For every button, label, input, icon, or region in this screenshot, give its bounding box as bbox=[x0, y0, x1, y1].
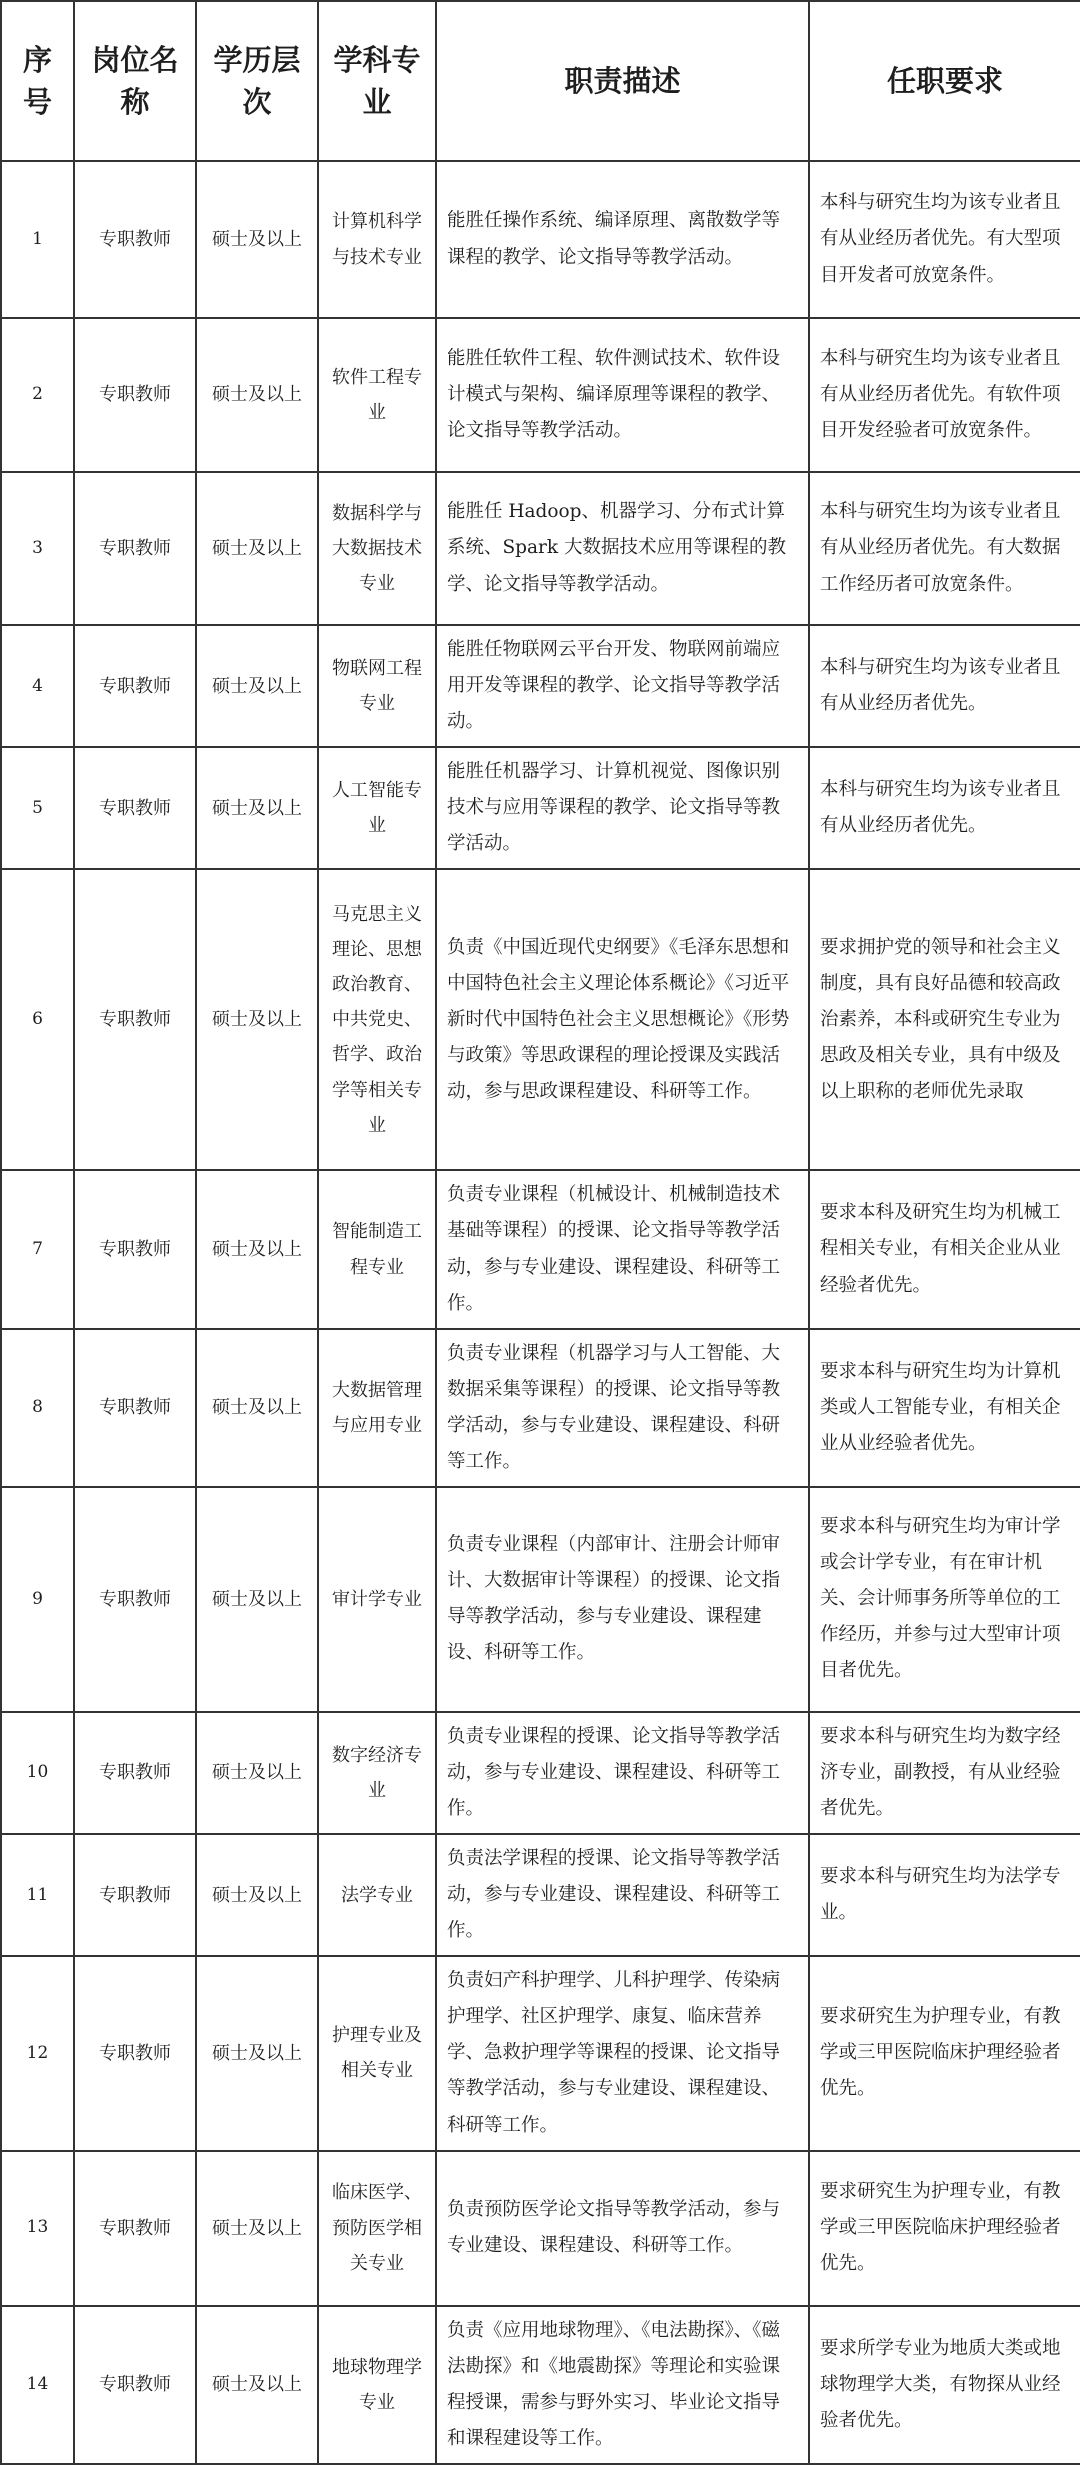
row-requirement: 要求拥护党的领导和社会主义制度，具有良好品德和较高政治素养，本科或研究生专业为思政及相关专业，具有中级及以上职称的老师优先录取 bbox=[809, 869, 1080, 1170]
row-degree: 硕士及以上 bbox=[196, 1329, 318, 1487]
row-major: 计算机科学与技术专业 bbox=[318, 161, 436, 318]
table-row bbox=[1, 1956, 1080, 2150]
row-degree: 硕士及以上 bbox=[196, 2151, 318, 2306]
row-position: 专职教师 bbox=[74, 1329, 196, 1487]
row-duty: 负责《应用地球物理》、《电法勘探》、《磁法勘探》和《地震勘探》等理论和实验课程授课，需参与野外实习、毕业论文指导和课程建设等工作。 bbox=[436, 2306, 809, 2464]
row-major: 护理专业及相关专业 bbox=[318, 1956, 436, 2150]
table-row bbox=[1, 1487, 1080, 1712]
row-position: 专职教师 bbox=[74, 1956, 196, 2150]
header-degree: 学历层次 bbox=[196, 1, 318, 161]
row-duty: 负责专业课程（内部审计、注册会计师审计、大数据审计等课程）的授课、论文指导等教学活动，参与专业建设、课程建设、科研等工作。 bbox=[436, 1487, 809, 1712]
row-major: 地球物理学专业 bbox=[318, 2306, 436, 2464]
row-major: 人工智能专业 bbox=[318, 747, 436, 869]
row-major: 马克思主义理论、思想政治教育、中共党史、哲学、政治学等相关专业 bbox=[318, 869, 436, 1170]
row-position: 专职教师 bbox=[74, 1834, 196, 1956]
row-no: 9 bbox=[1, 1487, 74, 1712]
row-position: 专职教师 bbox=[74, 1487, 196, 1712]
row-major: 临床医学、预防医学相关专业 bbox=[318, 2151, 436, 2306]
row-duty: 负责预防医学论文指导等教学活动，参与专业建设、课程建设、科研等工作。 bbox=[436, 2151, 809, 2306]
row-no: 8 bbox=[1, 1329, 74, 1487]
row-duty: 负责《中国近现代史纲要》《毛泽东思想和中国特色社会主义理论体系概论》《习近平新时代中国特色社会主义思想概论》《形势与政策》等思政课程的理论授课及实践活动，参与思政课程建设、科研等工作。 bbox=[436, 869, 809, 1170]
table-row bbox=[1, 2306, 1080, 2464]
row-degree: 硕士及以上 bbox=[196, 747, 318, 869]
row-major: 审计学专业 bbox=[318, 1487, 436, 1712]
row-requirement: 要求本科与研究生均为审计学或会计学专业，有在审计机关、会计师事务所等单位的工作经历，并参与过大型审计项目者优先。 bbox=[809, 1487, 1080, 1712]
table-row bbox=[1, 869, 1080, 1170]
row-no: 7 bbox=[1, 1170, 74, 1328]
table-row bbox=[1, 625, 1080, 747]
row-no: 5 bbox=[1, 747, 74, 869]
row-no: 3 bbox=[1, 472, 74, 625]
row-degree: 硕士及以上 bbox=[196, 1956, 318, 2150]
row-degree: 硕士及以上 bbox=[196, 318, 318, 472]
row-position: 专职教师 bbox=[74, 625, 196, 747]
row-position: 专职教师 bbox=[74, 869, 196, 1170]
row-no: 11 bbox=[1, 1834, 74, 1956]
row-duty: 能胜任操作系统、编译原理、离散数学等课程的教学、论文指导等教学活动。 bbox=[436, 161, 809, 318]
row-requirement: 本科与研究生均为该专业者且有从业经历者优先。 bbox=[809, 625, 1080, 747]
table-row bbox=[1, 1834, 1080, 1956]
row-no: 4 bbox=[1, 625, 74, 747]
row-major: 软件工程专业 bbox=[318, 318, 436, 472]
row-position: 专职教师 bbox=[74, 472, 196, 625]
table-row bbox=[1, 2151, 1080, 2306]
row-no: 2 bbox=[1, 318, 74, 472]
row-duty: 负责妇产科护理学、儿科护理学、传染病护理学、社区护理学、康复、临床营养学、急救护理学等课程的授课、论文指导等教学活动，参与专业建设、课程建设、科研等工作。 bbox=[436, 1956, 809, 2150]
row-degree: 硕士及以上 bbox=[196, 1834, 318, 1956]
row-position: 专职教师 bbox=[74, 747, 196, 869]
row-major: 法学专业 bbox=[318, 1834, 436, 1956]
row-requirement: 要求本科及研究生均为机械工程相关专业，有相关企业从业经验者优先。 bbox=[809, 1170, 1080, 1328]
row-position: 专职教师 bbox=[74, 1170, 196, 1328]
row-no: 13 bbox=[1, 2151, 74, 2306]
header-requirement: 任职要求 bbox=[809, 1, 1080, 161]
row-degree: 硕士及以上 bbox=[196, 1487, 318, 1712]
header-position: 岗位名称 bbox=[74, 1, 196, 161]
row-degree: 硕士及以上 bbox=[196, 625, 318, 747]
row-major: 物联网工程专业 bbox=[318, 625, 436, 747]
row-duty: 能胜任软件工程、软件测试技术、软件设计模式与架构、编译原理等课程的教学、论文指导等教学活动。 bbox=[436, 318, 809, 472]
row-no: 1 bbox=[1, 161, 74, 318]
row-degree: 硕士及以上 bbox=[196, 472, 318, 625]
row-requirement: 本科与研究生均为该专业者且有从业经历者优先。有大型项目开发者可放宽条件。 bbox=[809, 161, 1080, 318]
row-degree: 硕士及以上 bbox=[196, 2306, 318, 2464]
header-row bbox=[1, 1, 1080, 161]
row-no: 12 bbox=[1, 1956, 74, 2150]
table-row bbox=[1, 161, 1080, 318]
header-duty: 职责描述 bbox=[436, 1, 809, 161]
row-no: 14 bbox=[1, 2306, 74, 2464]
table-row bbox=[1, 1712, 1080, 1834]
row-degree: 硕士及以上 bbox=[196, 1712, 318, 1834]
row-duty: 负责专业课程（机械设计、机械制造技术基础等课程）的授课、论文指导等教学活动，参与专业建设、课程建设、科研等工作。 bbox=[436, 1170, 809, 1328]
row-position: 专职教师 bbox=[74, 161, 196, 318]
row-no: 10 bbox=[1, 1712, 74, 1834]
table-row bbox=[1, 1329, 1080, 1487]
row-duty: 能胜任物联网云平台开发、物联网前端应用开发等课程的教学、论文指导等教学活动。 bbox=[436, 625, 809, 747]
row-requirement: 本科与研究生均为该专业者且有从业经历者优先。 bbox=[809, 747, 1080, 869]
row-duty: 负责专业课程的授课、论文指导等教学活动，参与专业建设、课程建设、科研等工作。 bbox=[436, 1712, 809, 1834]
row-duty: 负责法学课程的授课、论文指导等教学活动，参与专业建设、课程建设、科研等工作。 bbox=[436, 1834, 809, 1956]
row-major: 大数据管理与应用专业 bbox=[318, 1329, 436, 1487]
row-duty: 负责专业课程（机器学习与人工智能、大数据采集等课程）的授课、论文指导等教学活动，参与专业建设、课程建设、科研等工作。 bbox=[436, 1329, 809, 1487]
header-no: 序号 bbox=[1, 1, 74, 161]
row-major: 数据科学与大数据技术专业 bbox=[318, 472, 436, 625]
table-row bbox=[1, 318, 1080, 472]
row-position: 专职教师 bbox=[74, 2306, 196, 2464]
row-requirement: 要求研究生为护理专业，有教学或三甲医院临床护理经验者优先。 bbox=[809, 1956, 1080, 2150]
row-requirement: 要求所学专业为地质大类或地球物理学大类，有物探从业经验者优先。 bbox=[809, 2306, 1080, 2464]
table-row bbox=[1, 472, 1080, 625]
row-degree: 硕士及以上 bbox=[196, 1170, 318, 1328]
table-row bbox=[1, 747, 1080, 869]
row-duty: 能胜任机器学习、计算机视觉、图像识别技术与应用等课程的教学、论文指导等教学活动。 bbox=[436, 747, 809, 869]
row-requirement: 要求研究生为护理专业，有教学或三甲医院临床护理经验者优先。 bbox=[809, 2151, 1080, 2306]
row-degree: 硕士及以上 bbox=[196, 869, 318, 1170]
row-major: 数字经济专业 bbox=[318, 1712, 436, 1834]
row-major: 智能制造工程专业 bbox=[318, 1170, 436, 1328]
row-position: 专职教师 bbox=[74, 2151, 196, 2306]
row-requirement: 本科与研究生均为该专业者且有从业经历者优先。有大数据工作经历者可放宽条件。 bbox=[809, 472, 1080, 625]
row-requirement: 要求本科与研究生均为法学专业。 bbox=[809, 1834, 1080, 1956]
row-requirement: 要求本科与研究生均为计算机类或人工智能专业，有相关企业从业经验者优先。 bbox=[809, 1329, 1080, 1487]
row-requirement: 要求本科与研究生均为数字经济专业，副教授，有从业经验者优先。 bbox=[809, 1712, 1080, 1834]
row-degree: 硕士及以上 bbox=[196, 161, 318, 318]
row-requirement: 本科与研究生均为该专业者且有从业经历者优先。有软件项目开发经验者可放宽条件。 bbox=[809, 318, 1080, 472]
row-duty: 能胜任 Hadoop、机器学习、分布式计算系统、Spark 大数据技术应用等课程的教学、论文指导等教学活动。 bbox=[436, 472, 809, 625]
row-position: 专职教师 bbox=[74, 1712, 196, 1834]
row-position: 专职教师 bbox=[74, 318, 196, 472]
header-major: 学科专业 bbox=[318, 1, 436, 161]
table-row bbox=[1, 1170, 1080, 1328]
row-no: 6 bbox=[1, 869, 74, 1170]
